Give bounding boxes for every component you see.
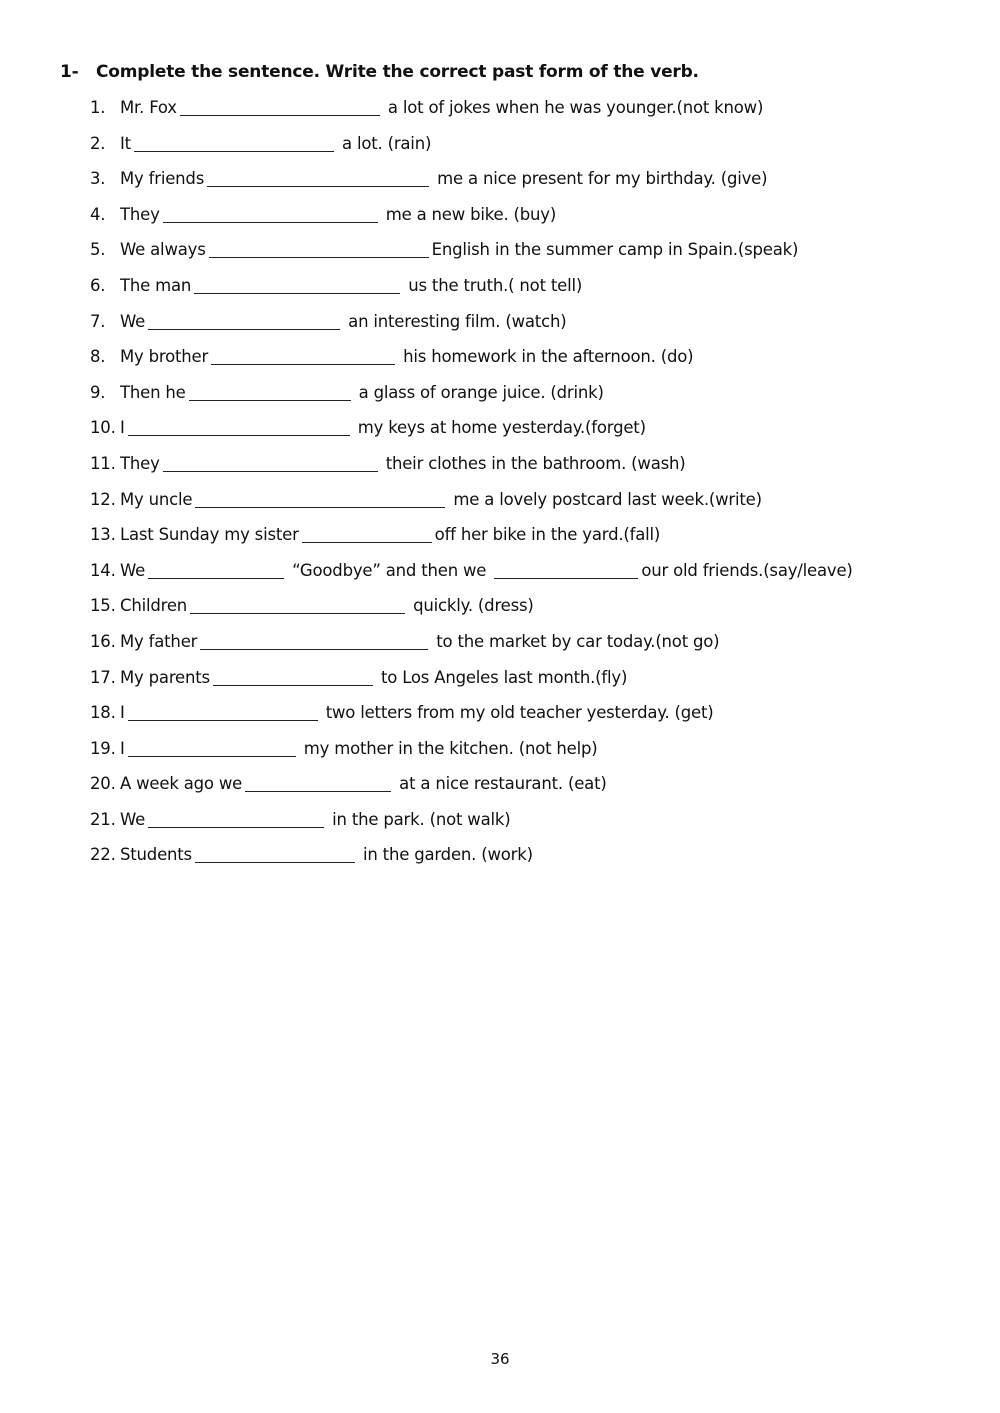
answer-blank[interactable] — [163, 205, 378, 223]
exercise-item — [90, 341, 853, 377]
item-number: 9. — [90, 382, 106, 402]
exercise-item — [90, 412, 853, 448]
answer-blank[interactable] — [494, 561, 638, 579]
item-number: 7. — [90, 311, 106, 331]
answer-blank[interactable] — [195, 490, 445, 508]
sentence-text: It — [120, 133, 131, 153]
answer-blank[interactable] — [128, 739, 296, 757]
item-number: 12. — [90, 489, 116, 509]
sentence-text: We always — [120, 240, 206, 260]
answer-blank[interactable] — [128, 703, 318, 721]
answer-blank[interactable] — [245, 774, 391, 792]
exercise-item — [90, 839, 853, 875]
answer-blank[interactable] — [128, 418, 350, 436]
answer-blank[interactable] — [148, 561, 284, 579]
item-number: 13. — [90, 525, 116, 545]
sentence-text: us the truth.( not tell) — [403, 275, 583, 295]
item-number: 2. — [90, 133, 106, 153]
sentence-text: My parents — [120, 667, 210, 687]
exercise-list — [90, 92, 853, 875]
answer-blank[interactable] — [134, 134, 334, 152]
sentence-text: I — [120, 418, 125, 438]
answer-blank[interactable] — [213, 668, 373, 686]
item-number: 8. — [90, 347, 106, 367]
sentence-text: a lot. (rain) — [336, 133, 432, 153]
exercise-item — [90, 448, 853, 484]
item-number: 4. — [90, 204, 106, 224]
sentence-text: We — [120, 809, 146, 829]
exercise-item — [90, 306, 853, 342]
sentence-text: quickly. (dress) — [408, 596, 534, 616]
sentence-text: our old friends.(say/leave) — [641, 560, 853, 580]
answer-blank[interactable] — [211, 347, 395, 365]
sentence-text: to the market by car today.(not go) — [431, 631, 720, 651]
exercise-item — [90, 804, 853, 840]
sentence-text: I — [120, 703, 125, 723]
item-number: 11. — [90, 453, 116, 473]
answer-blank[interactable] — [189, 383, 351, 401]
item-number: 16. — [90, 631, 116, 651]
sentence-text: Students — [120, 845, 192, 865]
exercise-item — [90, 697, 853, 733]
answer-blank[interactable] — [200, 632, 428, 650]
sentence-text: My father — [120, 631, 198, 651]
answer-blank[interactable] — [163, 454, 378, 472]
sentence-text: in the park. (not walk) — [327, 809, 511, 829]
exercise-item — [90, 519, 853, 555]
item-number: 3. — [90, 169, 106, 189]
sentence-text: Last Sunday my sister — [120, 525, 299, 545]
sentence-text: me a lovely postcard last week.(write) — [448, 489, 762, 509]
sentence-text: My uncle — [120, 489, 193, 509]
sentence-text: me a nice present for my birthday. (give) — [432, 169, 768, 189]
sentence-text: We — [120, 311, 146, 331]
exercise-item — [90, 163, 853, 199]
sentence-text: off her bike in the yard.(fall) — [434, 525, 661, 545]
exercise-item — [90, 626, 853, 662]
sentence-text: “Goodbye” and then we — [287, 560, 492, 580]
item-number: 19. — [90, 738, 116, 758]
item-number: 21. — [90, 809, 116, 829]
sentence-text: My brother — [120, 347, 209, 367]
item-number: 5. — [90, 240, 106, 260]
item-number: 14. — [90, 560, 116, 580]
exercise-item — [90, 199, 853, 235]
sentence-text: their clothes in the bathroom. (wash) — [380, 453, 686, 473]
exercise-item — [90, 92, 853, 128]
answer-blank[interactable] — [207, 169, 429, 187]
item-number: 18. — [90, 703, 116, 723]
sentence-text: A week ago we — [120, 774, 243, 794]
exercise-item — [90, 733, 853, 769]
exercise-instruction: Complete the sentence. Write the correct past form of the verb. — [96, 62, 699, 82]
item-number: 20. — [90, 774, 116, 794]
exercise-item — [90, 234, 853, 270]
sentence-text: at a nice restaurant. (eat) — [394, 774, 607, 794]
sentence-text: Mr. Fox — [120, 98, 177, 117]
exercise-item — [90, 377, 853, 413]
answer-blank[interactable] — [190, 596, 405, 614]
item-number: 22. — [90, 845, 116, 865]
exercise-item — [90, 768, 853, 804]
sentence-text: a lot of jokes when he was younger.(not know) — [382, 98, 764, 117]
answer-blank[interactable] — [302, 525, 432, 543]
exercise-item — [90, 128, 853, 164]
exercise-number: 1- — [60, 62, 79, 82]
sentence-text: I — [120, 738, 125, 758]
sentence-text: my keys at home yesterday.(forget) — [352, 418, 646, 438]
sentence-text: The man — [120, 275, 192, 295]
answer-blank[interactable] — [194, 276, 400, 294]
item-number: 17. — [90, 667, 116, 687]
sentence-text: his homework in the afternoon. (do) — [398, 347, 694, 367]
sentence-text: a glass of orange juice. (drink) — [353, 382, 604, 402]
exercise-item — [90, 590, 853, 626]
sentence-text: Children — [120, 596, 188, 616]
sentence-text: My friends — [120, 169, 205, 189]
sentence-text: We — [120, 560, 146, 580]
sentence-text: to Los Angeles last month.(fly) — [375, 667, 628, 687]
sentence-text: my mother in the kitchen. (not help) — [298, 738, 598, 758]
sentence-text: They — [120, 204, 160, 224]
sentence-text: Then he — [120, 382, 186, 402]
answer-blank[interactable] — [180, 98, 380, 116]
exercise-heading — [60, 62, 699, 82]
exercise-item — [90, 662, 853, 698]
sentence-text: me a new bike. (buy) — [380, 204, 557, 224]
item-number: 15. — [90, 596, 116, 616]
sentence-text: in the garden. (work) — [357, 845, 533, 865]
page-number: 36 — [490, 1350, 510, 1368]
item-number: 6. — [90, 275, 106, 295]
item-number: 10. — [90, 418, 116, 438]
sentence-text: two letters from my old teacher yesterday. (get) — [320, 703, 714, 723]
item-number: 1. — [90, 98, 106, 117]
sentence-text: English in the summer camp in Spain.(speak) — [431, 240, 799, 260]
exercise-item — [90, 484, 853, 520]
exercise-item — [90, 555, 853, 591]
answer-blank[interactable] — [148, 312, 340, 330]
answer-blank[interactable] — [209, 240, 429, 258]
answer-blank[interactable] — [195, 845, 355, 863]
sentence-text: an interesting film. (watch) — [343, 311, 567, 331]
answer-blank[interactable] — [148, 810, 324, 828]
exercise-item — [90, 270, 853, 306]
sentence-text: They — [120, 453, 160, 473]
